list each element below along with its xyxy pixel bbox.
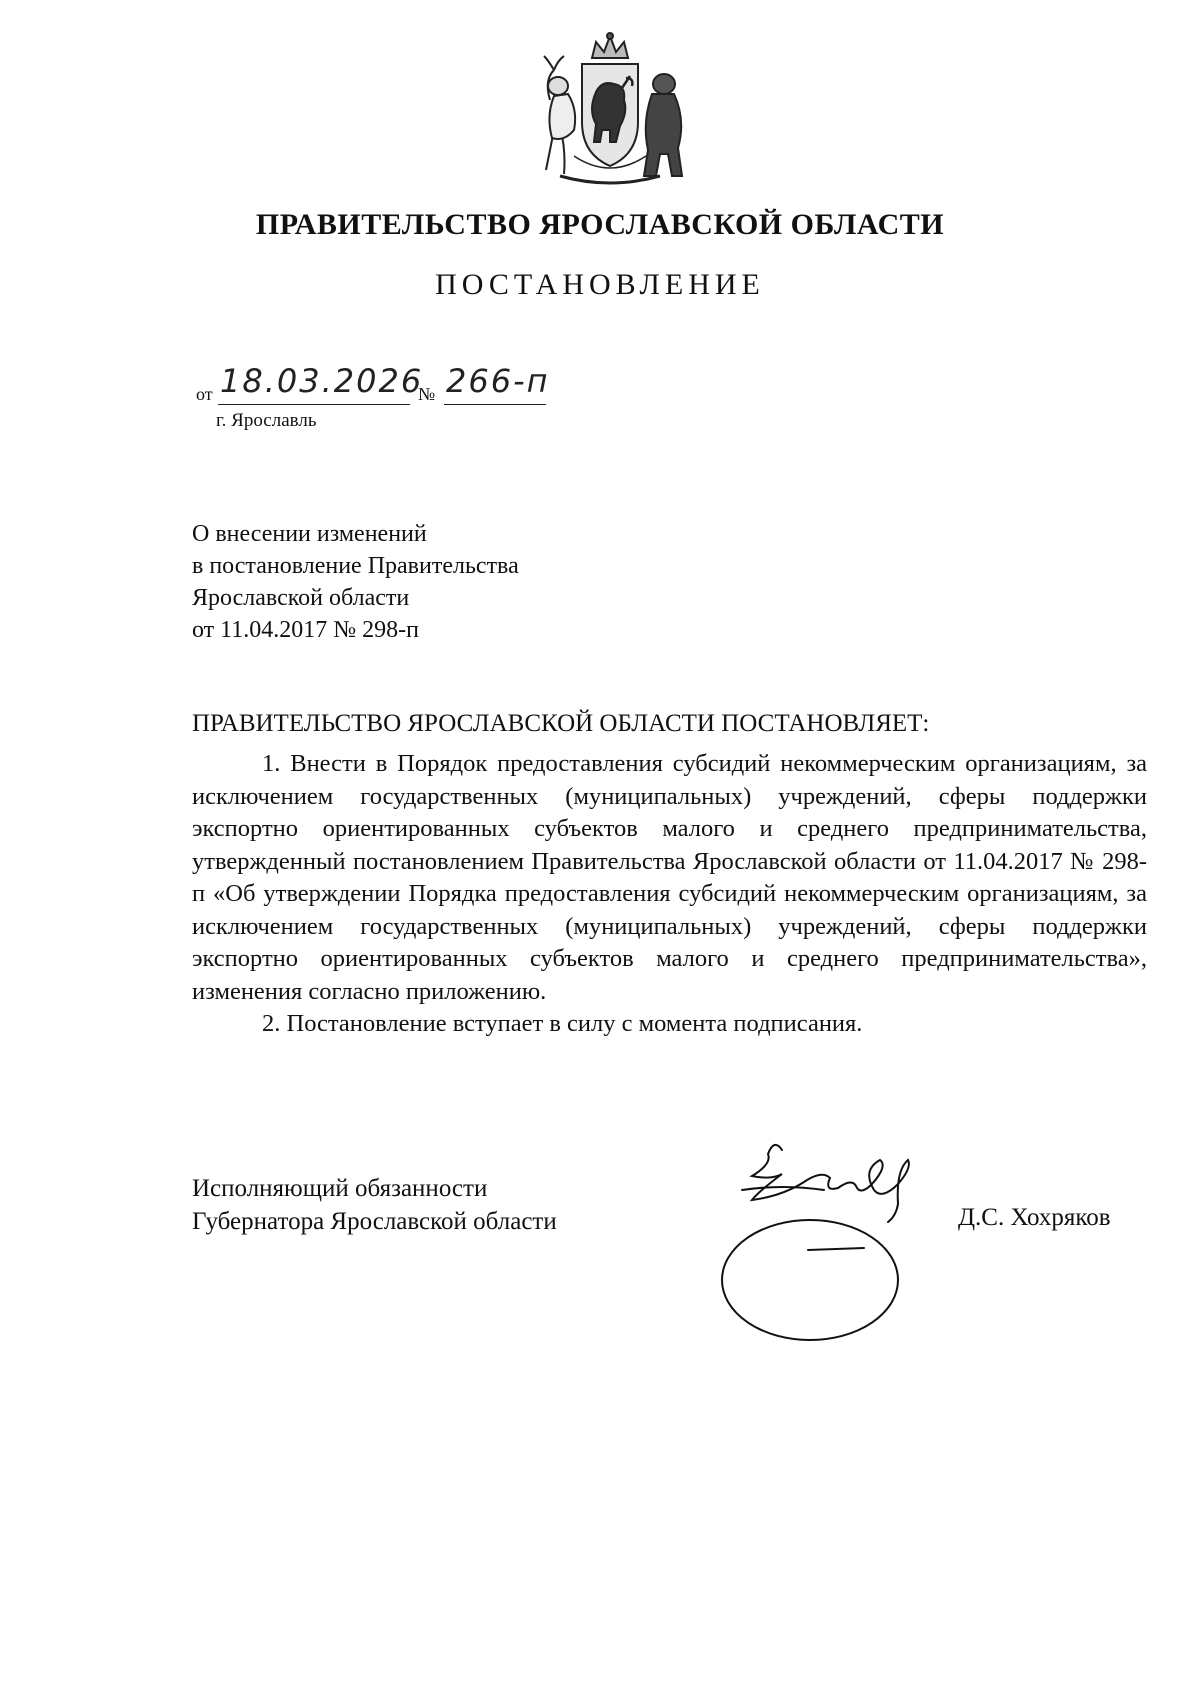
handwritten-date: 18.03.2026 <box>220 362 424 400</box>
number-underline <box>444 404 546 405</box>
document-type: ПОСТАНОВЛЕНИЕ <box>435 268 765 301</box>
date-prefix: от <box>196 384 213 404</box>
subject-line: О внесении изменений <box>192 521 427 547</box>
registration-line <box>196 360 656 412</box>
signatory-position <box>192 1172 557 1238</box>
organization-title: ПРАВИТЕЛЬСТВО ЯРОСЛАВСКОЙ ОБЛАСТИ <box>255 208 945 241</box>
paragraph-2: 2. Постановление вступает в силу с момента подписания. <box>262 1010 863 1037</box>
coat-of-arms-icon <box>530 30 690 190</box>
date-underline <box>218 404 410 405</box>
subject-block <box>192 518 519 646</box>
preamble: ПРАВИТЕЛЬСТВО ЯРОСЛАВСКОЙ ОБЛАСТИ ПОСТАНОВЛЯЕТ: <box>192 710 930 737</box>
handwritten-signature <box>712 1130 942 1350</box>
place-of-issue: г. Ярославль <box>216 410 317 431</box>
subject-line: в постановление Правительства <box>192 553 519 579</box>
paragraph-1: 1. Внести в Порядок предоставления субсидий некоммерческим организациям, за исключением государственных (муниципальных) учреждений, сферы поддержки экспортно ориентированных субъектов малого и среднего предпринимательства, утвержденный постановлением Правительства Ярославской области от 11.04.2017 № 298-п «Об утверждении Порядка предоставления субсидий некоммерческим организациям, за исключением государственных (муниципальных) учреждений, сферы поддержки экспортно ориентированных субъектов малого и среднего предпринимательства», изменения согласно приложению. <box>192 750 1147 1005</box>
subject-line: от 11.04.2017 № 298-п <box>192 617 420 643</box>
signatory-name: Д.С. Хохряков <box>958 1204 1111 1231</box>
position-line: Исполняющий обязанности <box>192 1175 488 1202</box>
body-text <box>192 748 1147 1041</box>
subject-line: Ярославской области <box>192 585 410 611</box>
position-line: Губернатора Ярославской области <box>192 1208 557 1235</box>
handwritten-number: 266-п <box>446 362 550 400</box>
number-prefix: № <box>418 384 436 404</box>
